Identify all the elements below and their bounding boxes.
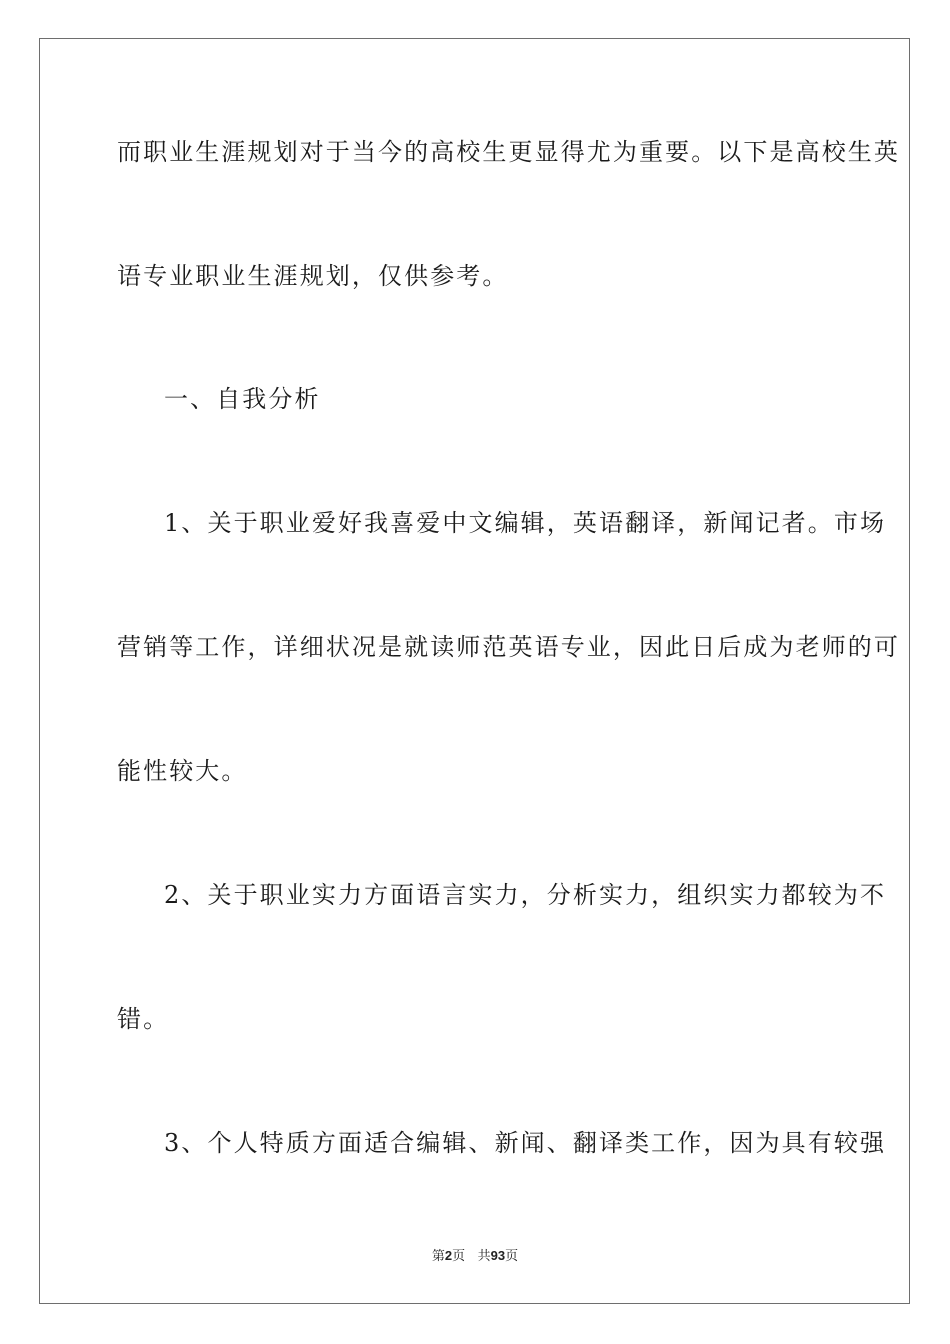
footer-page-suffix: 页: [452, 1249, 466, 1264]
paragraph-line-7: 错。: [117, 1005, 170, 1033]
footer-total-prefix: 共: [477, 1249, 491, 1264]
current-page-number: 2: [444, 1248, 453, 1263]
paragraph-line-5: 能性较大。: [117, 757, 248, 785]
page-border: [39, 38, 910, 1304]
total-pages-number: 93: [490, 1248, 506, 1263]
paragraph-line-4: 营销等工作，详细状况是就读师范英语专业，因此日后成为老师的可: [117, 633, 900, 661]
paragraph-line-2: 语专业职业生涯规划，仅供参考。: [117, 262, 509, 290]
paragraph-line-1: 而职业生涯规划对于当今的高校生更显得尤为重要。以下是高校生英: [117, 138, 900, 166]
section-heading: 一、自我分析: [164, 385, 321, 413]
paragraph-line-8: 3、个人特质方面适合编辑、新闻、翻译类工作，因为具有较强: [164, 1129, 887, 1157]
paragraph-line-6: 2、关于职业实力方面语言实力，分析实力，组织实力都较为不: [164, 881, 887, 909]
footer-total-suffix: 页: [505, 1249, 519, 1264]
paragraph-line-3: 1、关于职业爱好我喜爱中文编辑，英语翻译，新闻记者。市场: [164, 509, 887, 537]
page-footer: [0, 1247, 950, 1266]
footer-prefix: 第: [431, 1249, 445, 1264]
